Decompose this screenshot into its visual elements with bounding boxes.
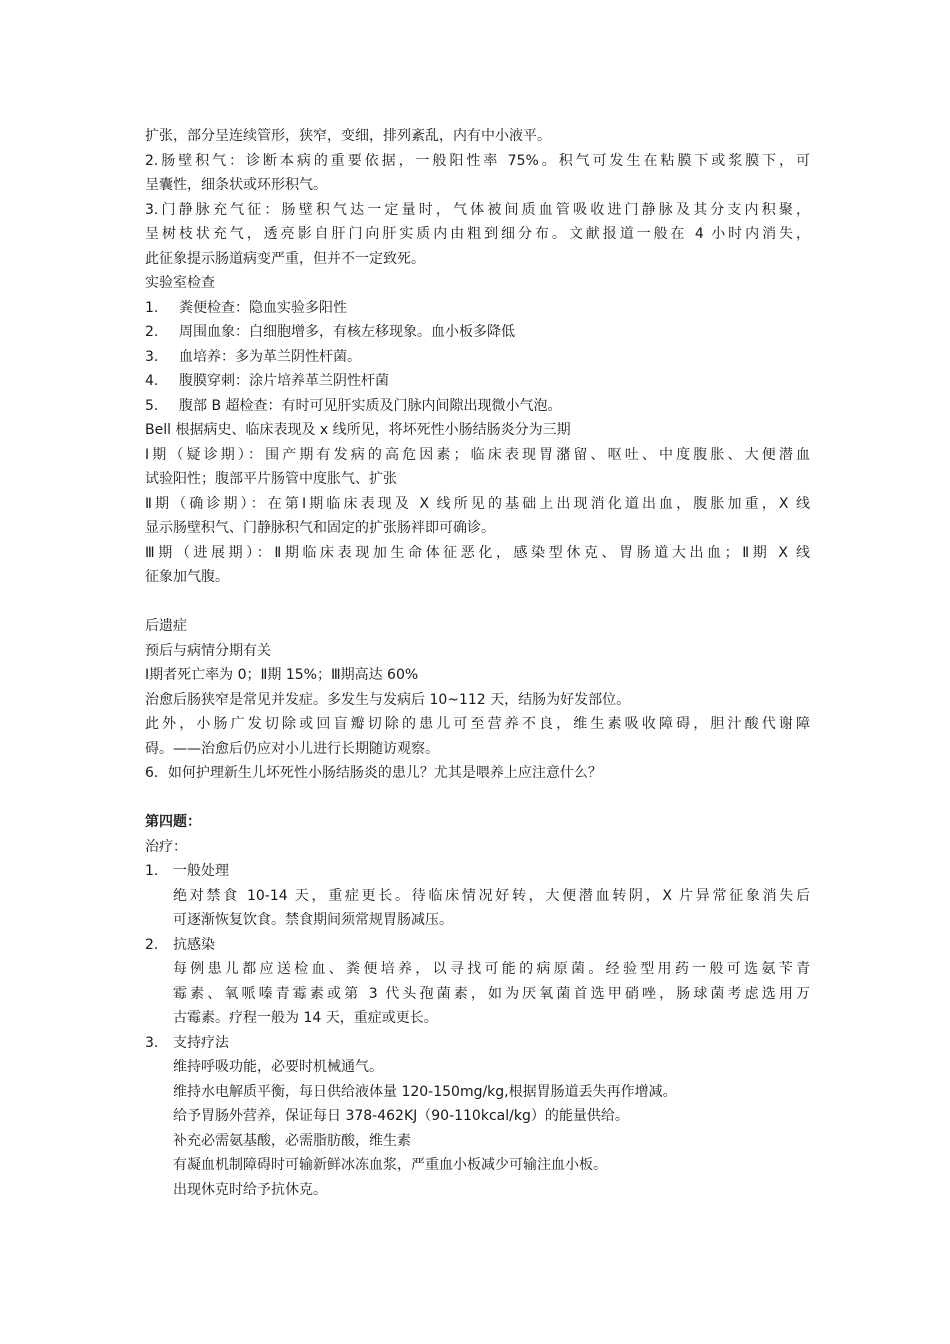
treatment-list bbox=[145, 859, 810, 1202]
text-line: 治愈后肠狭窄是常见并发症。多发生与发病后 10~112 天，结肠为好发部位。 bbox=[145, 691, 631, 708]
lab-test-list bbox=[145, 296, 810, 419]
list-text: 腹部 B 超检查：有时可见肝实质及门脉内间隙出现微小气泡。 bbox=[179, 397, 562, 414]
document-page bbox=[145, 124, 810, 1202]
text-line: 2.肠壁积气：诊断本病的重要依据，一般阳性率 75%。积气可发生在粘膜下或浆膜下，可 bbox=[145, 152, 810, 169]
text-line: 预后与病情分期有关 bbox=[145, 642, 271, 659]
treatment-title: 抗感染 bbox=[173, 936, 215, 953]
blank-line bbox=[145, 590, 810, 615]
text-line: 此外，小肠广发切除或回盲瓣切除的患儿可至营养不良，维生素吸收障碍，胆汁酸代谢障 bbox=[145, 716, 810, 732]
text-line: Ⅲ期（进展期）：Ⅱ期临床表现加生命体征恶化，感染型休克、胃肠道大出血；Ⅱ期 X 线 bbox=[145, 544, 810, 561]
treatment-detail: 维持水电解质平衡，每日供给液体量 120-150mg/kg,根据胃肠道丢失再作增减。 bbox=[173, 1083, 677, 1100]
treatment-title: 一般处理 bbox=[173, 863, 229, 879]
treatment-title: 支持疗法 bbox=[173, 1034, 229, 1051]
text-line: 征象加气腹。 bbox=[145, 569, 229, 585]
treatment-detail: 维持呼吸功能，必要时机械通气。 bbox=[173, 1059, 383, 1075]
list-number: 1. bbox=[145, 863, 159, 879]
bell-staging-section bbox=[145, 418, 810, 590]
list-number: 2. bbox=[145, 936, 159, 953]
radiology-section bbox=[145, 124, 810, 296]
list-item bbox=[145, 320, 810, 345]
section-title: 第四题： bbox=[145, 814, 201, 830]
text-line: 显示肠壁积气、门静脉积气和固定的扩张肠袢即可确诊。 bbox=[145, 520, 495, 536]
treatment-label: 治疗： bbox=[145, 838, 187, 855]
list-text: 血培养：多为革兰阴性杆菌。 bbox=[179, 348, 361, 365]
treatment-detail: 霉素、氧哌嗪青霉素或第 3 代头孢菌素，如为厌氧菌首选甲硝唑，肠球菌考虑选用万 bbox=[173, 985, 810, 1002]
list-text: 粪便检查：隐血实验多阳性 bbox=[179, 299, 347, 316]
treatment-item bbox=[145, 859, 810, 884]
list-text: 腹膜穿刺：涂片培养革兰阴性杆菌 bbox=[179, 373, 389, 389]
treatment-item bbox=[145, 933, 810, 958]
text-line: Bell 根据病史、临床表现及 x 线所见，将坏死性小肠结肠炎分为三期 bbox=[145, 422, 571, 438]
text-line: 试验阳性；腹部平片肠管中度胀气、扩张 bbox=[145, 471, 397, 487]
list-text: 周围血象：白细胞增多，有核左移现象。血小板多降低 bbox=[179, 324, 515, 340]
list-item bbox=[145, 296, 810, 321]
text-line: Ⅰ期者死亡率为 0；Ⅱ期 15%；Ⅲ期高达 60% bbox=[145, 667, 419, 683]
treatment-detail: 补充必需氨基酸，必需脂肪酸，维生素 bbox=[173, 1132, 411, 1149]
treatment-detail: 古霉素。疗程一般为 14 天，重症或更长。 bbox=[173, 1010, 438, 1026]
treatment-detail: 每例患儿都应送检血、粪便培养，以寻找可能的病原菌。经验型用药一般可选氨苄青 bbox=[173, 961, 810, 977]
blank-line bbox=[145, 786, 810, 811]
list-item bbox=[145, 369, 810, 394]
treatment-detail: 可逐渐恢复饮食。禁食期间须常规胃肠减压。 bbox=[173, 912, 453, 928]
list-item bbox=[145, 345, 810, 370]
text-line: 后遗症 bbox=[145, 618, 187, 634]
text-line: 呈树枝状充气，透亮影自肝门向肝实质内由粗到细分布。文献报道一般在 4 小时内消失， bbox=[145, 226, 810, 242]
text-line: 呈囊性，细条状或环形积气。 bbox=[145, 177, 327, 193]
list-number: 3. bbox=[145, 1034, 159, 1051]
treatment-detail: 有凝血机制障碍时可输新鲜冰冻血浆，严重血小板减少可输注血小板。 bbox=[173, 1157, 607, 1173]
text-line: 3.门静脉充气征：肠壁积气达一定量时，气体被间质血管吸收进门静脉及其分支内积聚， bbox=[145, 201, 810, 218]
treatment-item bbox=[145, 1031, 810, 1056]
text-line: 6．如何护理新生儿坏死性小肠结肠炎的患儿？尤其是喂养上应注意什么？ bbox=[145, 765, 602, 781]
text-line: 扩张，部分呈连续管形，狭窄，变细，排列紊乱，内有中小液平。 bbox=[145, 128, 551, 144]
list-number: 2. bbox=[145, 324, 159, 340]
list-number: 1. bbox=[145, 299, 159, 316]
text-line: 此征象提示肠道病变严重，但并不一定致死。 bbox=[145, 250, 425, 267]
list-number: 4. bbox=[145, 373, 159, 389]
list-item bbox=[145, 394, 810, 419]
text-line: Ⅰ期（疑诊期）：围产期有发病的高危因素；临床表现胃潴留、呕吐、中度腹胀、大便潜血 bbox=[145, 446, 810, 463]
text-line: 碍。——治愈后仍应对小儿进行长期随访观察。 bbox=[145, 740, 439, 757]
text-line: Ⅱ期（确诊期）：在第Ⅰ期临床表现及 X 线所见的基础上出现消化道出血，腹胀加重，X 线 bbox=[145, 495, 810, 512]
text-line: 实验室检查 bbox=[145, 275, 215, 291]
treatment-detail: 出现休克时给予抗休克。 bbox=[173, 1181, 327, 1198]
treatment-detail: 给予胃肠外营养，保证每日 378-462KJ（90-110kcal/kg）的能量供给。 bbox=[173, 1108, 629, 1124]
list-number: 5. bbox=[145, 397, 159, 414]
list-number: 3. bbox=[145, 348, 159, 365]
treatment-detail: 绝对禁食 10-14 天，重症更长。待临床情况好转，大便潜血转阴，X 片异常征象消失后 bbox=[173, 887, 810, 904]
prognosis-section bbox=[145, 614, 810, 786]
